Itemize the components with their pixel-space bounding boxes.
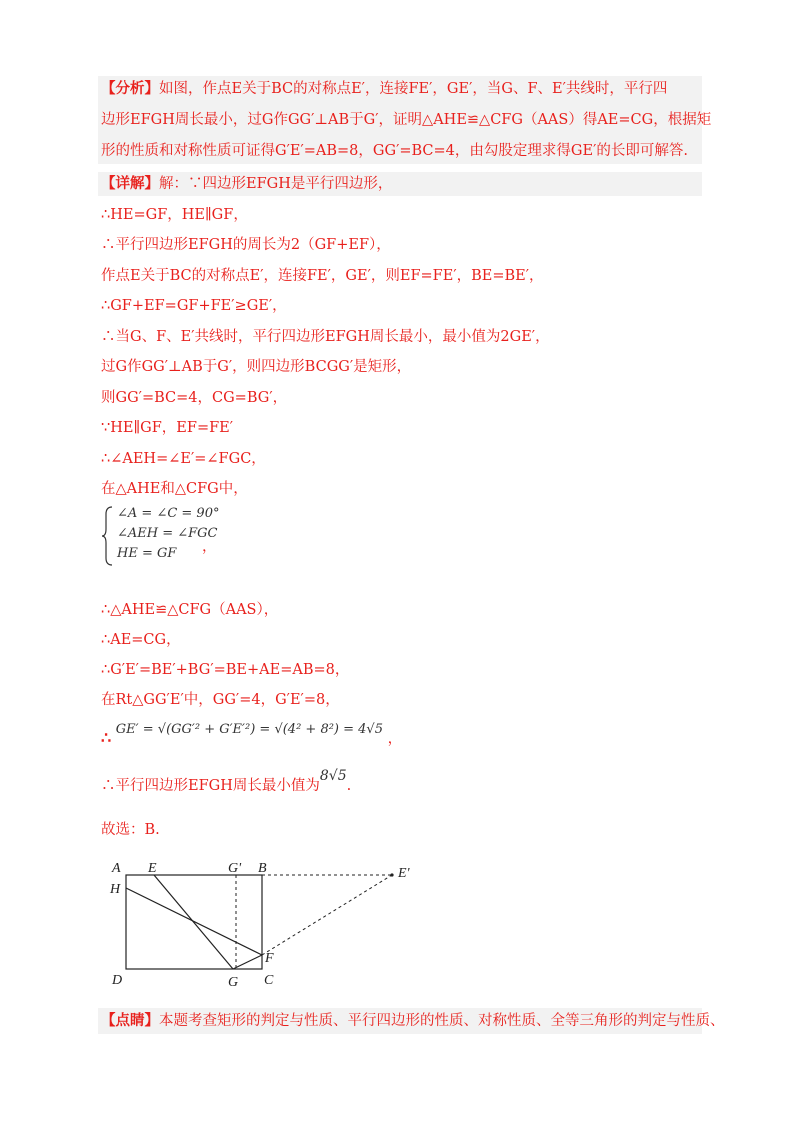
detail-line-8: ∵HE∥GF，EF=FE′: [101, 420, 234, 436]
system-eq-1: ∠A = ∠C = 90°: [117, 506, 220, 521]
min-value-math: 8√5: [319, 768, 347, 784]
label-Gprime: G': [228, 861, 242, 876]
brace-icon: [101, 505, 115, 567]
detail-line-9: ∴∠AEH=∠E′=∠FGC，: [101, 451, 266, 467]
label-C: C: [264, 973, 274, 988]
segment-GF: [233, 955, 262, 969]
detail-line-4: ∴GF+EF=GF+FE′≥GE′，: [101, 298, 287, 314]
label-H: H: [110, 882, 121, 897]
detail-line-0: 【详解】解：∵四边形EFGH是平行四边形，: [101, 175, 393, 192]
answer-line: 故选：B.: [101, 822, 160, 838]
detail-line-6: 过G作GG′⊥AB于G′，则四边形BCGG′是矩形，: [101, 359, 412, 375]
analysis-line-2: 边形EFGH周长最小，过G作GG′⊥AB于G′，证明△AHE≌△CFG（AAS）得AE=CG，根据矩: [101, 112, 712, 128]
label-D: D: [112, 973, 123, 988]
label-Eprime: E': [398, 866, 410, 881]
detail-line-10: 在△AHE和△CFG中，: [101, 481, 248, 497]
detail-line-15: ∴ GE′ = √(GG′² + G′E′²) = √(4² + 8²) = 4√5 ，: [101, 722, 403, 747]
label-G: G: [228, 975, 239, 990]
segment-FEprime: [262, 875, 392, 955]
comment-line: 【点睛】本题考查矩形的判定与性质、平行四边形的性质、对称性质、全等三角形的判定与性质、: [101, 1012, 725, 1029]
analysis-line-1: 【分析】如图，作点E关于BC的对称点E′，连接FE′，GE′，当G、F、E′共线时，平行四: [101, 80, 668, 97]
label-A: A: [112, 861, 121, 876]
point-Eprime: [390, 873, 393, 876]
detail-line-13: ∴G′E′=BE′+BG′=BE+AE=AB=8，: [101, 662, 350, 678]
detail-line-11: ∴△AHE≌△CFG（AAS），: [101, 602, 279, 618]
label-E: E: [148, 861, 157, 876]
equation-system: [101, 505, 221, 567]
system-eq-3: HE = GF: [117, 546, 177, 561]
detail-line-14: 在Rt△GG′E′中，GG′=4，G′E′=8，: [101, 692, 340, 708]
segment-EG: [154, 875, 233, 969]
geometry-figure: [98, 850, 422, 1000]
detail-tag: 【详解】: [101, 175, 159, 192]
detail-line-1: ∴HE=GF，HE∥GF，: [101, 207, 248, 223]
detail-line-5: ∴当G、F、E′共线时，平行四边形EFGH周长最小，最小值为2GE′，: [101, 329, 550, 345]
analysis-tag: 【分析】: [101, 80, 159, 97]
detail-line-12: ∴AE=CG，: [101, 632, 181, 648]
label-B: B: [258, 861, 267, 876]
ge-prime-equation: GE′ = √(GG′² + G′E′²) = √(4² + 8²) = 4√5: [115, 722, 383, 737]
system-comma: ，: [202, 539, 217, 555]
comment-tag: 【点睛】: [101, 1012, 159, 1029]
detail-line-7: 则GG′=BC=4，CG=BG′，: [101, 390, 288, 406]
detail-line-16: ∴平行四边形EFGH周长最小值为8√5.: [101, 768, 352, 794]
segment-HF: [126, 888, 262, 955]
detail-line-3: 作点E关于BC的对称点E′，连接FE′，GE′，则EF=FE′，BE=BE′，: [101, 268, 544, 284]
label-F: F: [265, 951, 274, 966]
detail-line-2: ∴平行四边形EFGH的周长为2（GF+EF），: [101, 237, 391, 253]
analysis-line-3: 形的性质和对称性质可证得G′E′=AB=8，GG′=BC=4，由勾股定理求得GE′的长即可解答.: [101, 143, 688, 159]
system-eq-2: ∠AEH = ∠FGC: [117, 526, 218, 541]
